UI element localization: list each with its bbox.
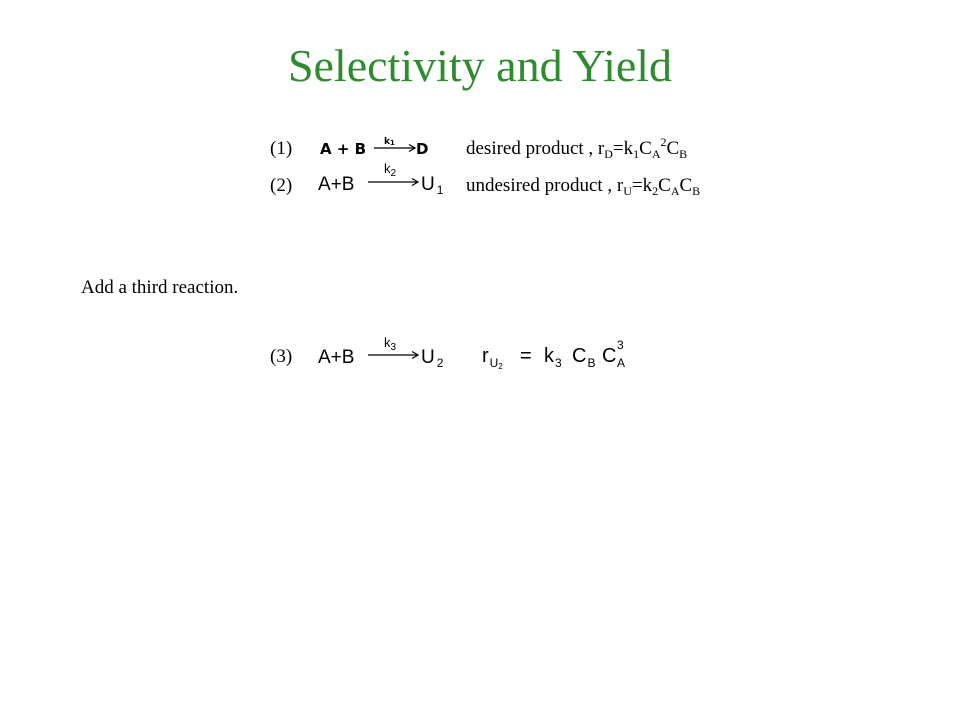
reaction-2-label: (2) — [270, 175, 293, 196]
reaction-3-reactants: A+B — [318, 347, 355, 368]
rate-law-k: $k_3$ — [544, 345, 562, 370]
slide-title: Selectivity and Yield — [287, 40, 673, 91]
reaction-3-rate-constant: $k_3$ — [384, 335, 397, 353]
reaction-3-equation — [316, 332, 456, 372]
reaction-2-description: undesired product , $r_U=k_2C_AC_B$ — [466, 175, 701, 198]
reaction-3-product: U $_2$ — [421, 347, 444, 370]
rate-law-cb: $C_B$ — [572, 345, 596, 370]
reaction-3-label: (3) — [270, 346, 293, 367]
rate-law-r: $r_U2$ — [482, 345, 503, 371]
reaction-2-reactants: A+B — [318, 174, 355, 195]
reaction-1-label: (1) — [270, 138, 293, 159]
add-third-reaction-note: Add a third reaction. — [81, 277, 239, 298]
reaction-1-description: desired product , $r_D=k_1C_A^2C_B$ — [466, 135, 688, 161]
reaction-2-product: U $_1$ — [421, 174, 444, 197]
reaction-1-equation — [318, 132, 438, 162]
reaction-3-rate-law — [480, 334, 650, 378]
rate-law-equals: = — [520, 345, 532, 367]
reaction-1-reactants: A + B — [320, 140, 367, 158]
rate-law-ca-sub: A — [617, 356, 626, 370]
reaction-2-equation — [316, 160, 456, 196]
rate-law-ca: C — [602, 345, 617, 367]
rate-law-ca-sup: 3 — [617, 338, 624, 352]
reaction-1-rate-constant: k1 — [384, 137, 395, 147]
reaction-1-product: D — [416, 140, 429, 158]
reaction-2-rate-constant: $k_2$ — [384, 161, 397, 179]
